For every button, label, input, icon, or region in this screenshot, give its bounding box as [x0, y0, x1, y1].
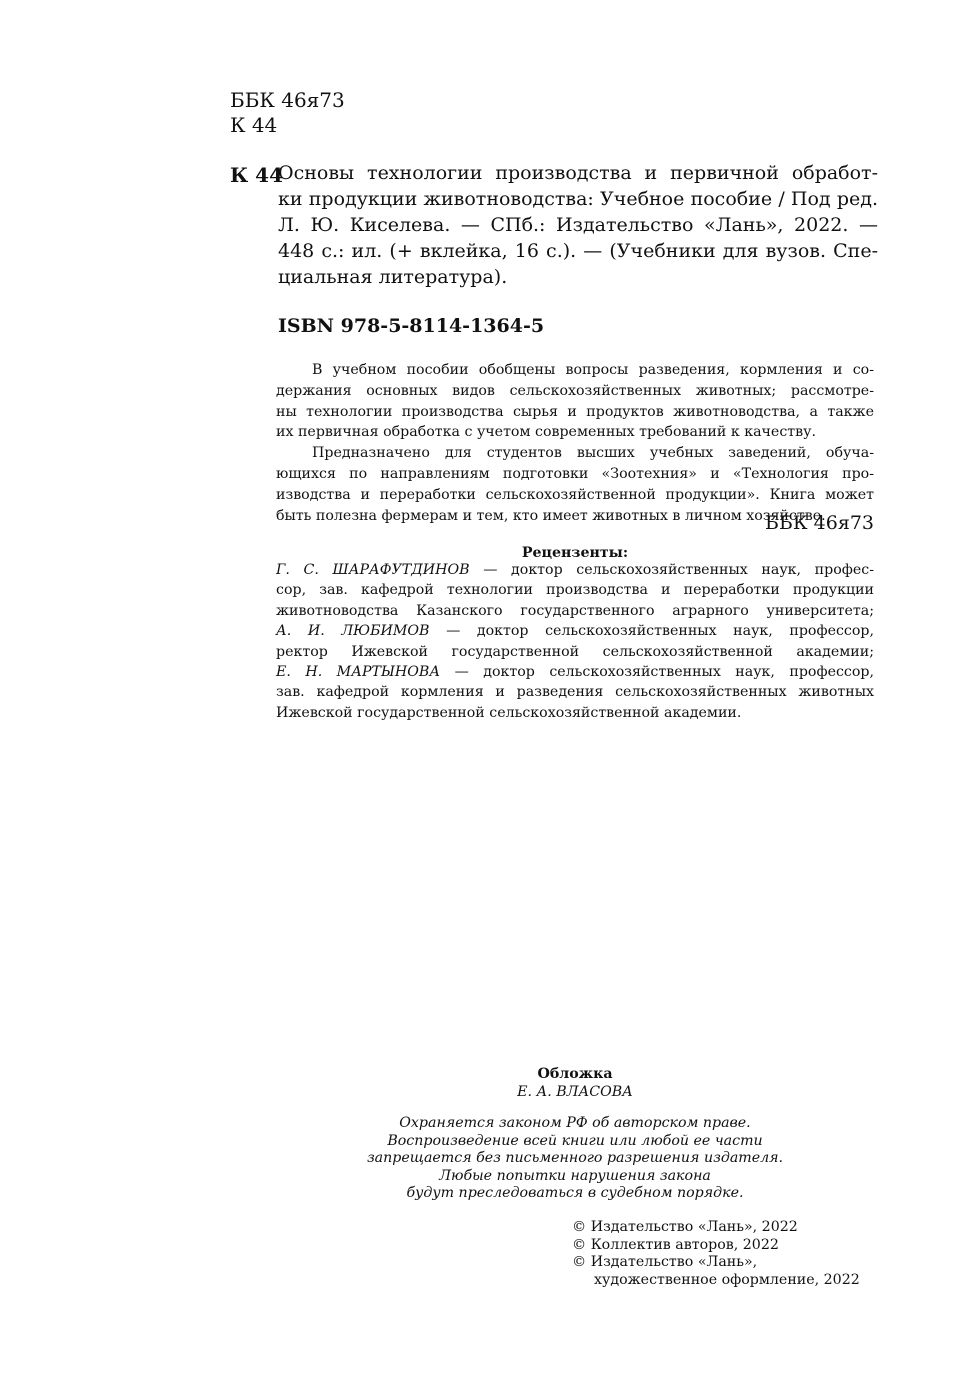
bbk-code-right: ББК 46я73 [764, 512, 874, 534]
copyright-line: © Коллектив авторов, 2022 [572, 1236, 779, 1253]
description-line: Л. Ю. Киселева. — СПб.: Издательство «Лань», 2022. — [278, 214, 878, 236]
annotation-line: ющихся по направлениям подготовки «Зоотехния» и «Технология про- [276, 465, 874, 482]
reviewer-line: зав. кафедрой кормления и разведения сельскохозяйственных животных [276, 684, 874, 701]
cover-designer: Е. А. ВЛАСОВА [517, 1084, 633, 1100]
description-line: ки продукции животноводства: Учебное пособие / Под ред. [278, 188, 878, 210]
isbn: ISBN 978-5-8114-1364-5 [278, 315, 545, 337]
reviewer-line: животноводства Казанского государственного аграрного университета; [276, 602, 874, 619]
bbk-index-block [230, 88, 345, 138]
annotation-line: держания основных видов сельскохозяйственных животных; рассмотре- [276, 382, 874, 399]
reviewer-name: Г. С. ШАРАФУТДИНОВ [276, 562, 470, 578]
reviewer-name: А. И. ЛЮБИМОВ [276, 623, 430, 640]
annotation-line: ны технологии производства сырья и продуктов животноводства, а также [276, 403, 874, 420]
description-line: 448 с.: ил. (+ вклейка, 16 с.). — (Учебники для вузов. Спе- [278, 240, 878, 262]
notice-line: Любые попытки нарушения закона [439, 1167, 711, 1184]
bbk-code: ББК 46я73 [230, 88, 345, 112]
description-line: циальная литература). [278, 266, 508, 288]
bibliographic-description [278, 160, 878, 290]
reviewer-line: Ижевской государственной сельскохозяйственной академии. [276, 704, 742, 721]
copyright-line: © Издательство «Лань», 2022 [572, 1219, 798, 1235]
notice-line: Воспроизведение всей книги или любой ее части [387, 1132, 763, 1149]
cover-title: Обложка [537, 1066, 613, 1082]
reviewer-line: сор, зав. кафедрой технологии производства и переработки продукции [276, 582, 874, 599]
author-mark: К 44 [230, 113, 278, 137]
reviewer-credentials: — доктор сельскохозяйственных наук, профессор, [429, 623, 874, 640]
annotation-line: их первичная обработка с учетом современных требований к качеству. [276, 424, 816, 441]
copyright-notice [276, 1115, 874, 1203]
annotation-line: изводства и переработки сельскохозяйственной продукции». Книга может [276, 486, 874, 503]
notice-line: будут преследоваться в судебном порядке. [406, 1185, 744, 1202]
entry-author-mark: К 44 [230, 163, 283, 187]
copyright-block [572, 1219, 874, 1289]
reviewer-line [276, 662, 874, 682]
reviewer-line [276, 560, 874, 580]
reviewers-title: Рецензенты: [521, 545, 629, 561]
reviewer-credentials: — доктор сельскохозяйственных наук, профессор, [440, 664, 874, 681]
reviewer-line [276, 621, 874, 641]
annotation [276, 360, 874, 526]
reviewer-line: ректор Ижевской государственной сельскохозяйственной академии; [276, 643, 874, 660]
reviewer-credentials: — доктор сельскохозяйственных наук, профес- [469, 562, 875, 578]
reviewer-name: Е. Н. МАРТЫНОВА [276, 664, 441, 681]
notice-line: Охраняется законом РФ об авторском праве. [399, 1115, 751, 1131]
copyright-line: © Издательство «Лань», [572, 1254, 758, 1271]
description-line: Основы технологии производства и первичной обработ- [278, 162, 878, 184]
reviewers-list [276, 560, 874, 723]
annotation-line: Предназначено для студентов высших учебных заведений, обуча- [312, 445, 874, 462]
annotation-line: В учебном пособии обобщены вопросы разведения, кормления и со- [312, 362, 874, 378]
copyright-line: художественное оформление, 2022 [594, 1271, 860, 1288]
notice-line: запрещается без письменного разрешения издателя. [366, 1150, 784, 1167]
annotation-line: быть полезна фермерам и тем, кто имеет животных в личном хозяйстве. [276, 507, 826, 524]
